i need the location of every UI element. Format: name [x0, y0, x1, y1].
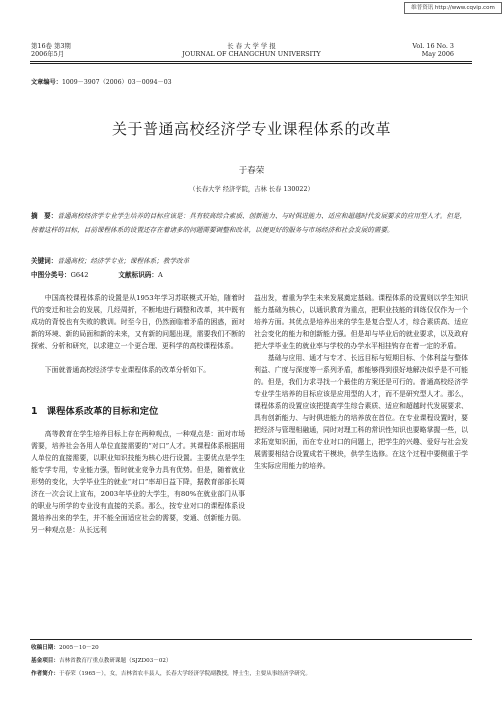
footnote-rule	[30, 639, 472, 640]
date-cn: 2006年5月	[31, 50, 65, 58]
abstract-label: 摘 要：	[31, 212, 58, 220]
body-column-right	[254, 292, 468, 472]
paragraph-intro-1: 中国高校课程体系的设置是从1953年学习苏联模式开始，随着时代的变迁和社会的发展，几经周折，不断地进行调整和改革，其中既有成功的背悦也有失败的教训。时至今日，仍然面临着矛盾的困惑，面对新的环境、新的局面和新的未来，又有新的问题出现，需要我们不断的探索、分析和研究，以求建立一个更合理、更科学的高校课程体系。	[31, 294, 245, 350]
page-title: 关于普通高校经济学专业课程体系的改革	[111, 120, 391, 138]
author-name: 于春荣	[238, 166, 265, 176]
abstract-text: 普通高校经济学专业学生培养的目标应该是：具有较高综合素质、创新能力、与时俱进能力、适应和超越时代发展要求的应用型人才。但是，按着这样的目标，目前课程体系的设置还存在着诸多的问题需要调整和改革，以便更好的服务与市场经济和社会发展的需要。	[31, 212, 467, 234]
journal-title-en: JOURNAL OF CHANGCHUN UNIVERSITY	[182, 50, 321, 58]
fund-label: 基金项目：	[31, 658, 59, 664]
paragraph-right-2: 基础与应用、通才与专才、长远目标与短期目标、个体利益与整体利益、广度与深度等一系列矛盾，都能够得到很好地解决似乎是不可能的。但是，我们力求寻找一个最佳的方案还是可行的。普通高校经济学专业学生培养的目标应该是应用型的人才，而不是研究型人才。那么，课程体系的设置应该把提高学生综合素质、适应和超越时代发展要求、具有创新能力、与时俱进能力的培养放在首位。在专业课程设置时，要把经济与管理相融通，同时对理工科的常识性知识也要略掌握一些，以求拓宽知识面，而在专业对口的问题上，把学生的兴趣、爱好与社会发展需要相结合设置成若干模块，供学生选修。在这个过程中要侧重于学生实际应用能力的培养。	[254, 354, 468, 470]
doc-code-value: A	[157, 271, 163, 279]
clc-label: 中图分类号：	[31, 271, 71, 279]
keywords-text: 普通高校；经济学专业；课程体系；教学改革	[57, 257, 190, 265]
article-number-value: 1009－3907（2006）03－0094－03	[61, 79, 172, 86]
paragraph-right-1: 益出发，着重为学生未来发展奠定基础。课程体系的设置则以学生知识能力基础为核心，以通识教育为重点，把职业技能的训练仅仅作为一个培养方面。其优点是培养出来的学生是复合型人才，综合素质高、适应社会变化的能力和创新能力强。但是却与毕业后的就业要求，以及政府把大学毕业生的就业率与学校的办学水平相挂钩存在着一定的矛盾。	[254, 294, 468, 350]
date-en: May 2006	[421, 50, 454, 58]
article-number-label: 文章编号：	[31, 79, 62, 86]
classification	[31, 269, 163, 279]
journal-title-cn: 长 春 大 学 学 报	[227, 42, 276, 50]
paragraph-intro-2: 下面就普通高校经济学专业课程体系的改革分析如下。	[44, 366, 211, 374]
watermark-stamp: 维普资讯 http://www.cqvip.com	[404, 2, 502, 14]
author-affiliation: （长春大学 经济学院，吉林 长春 130022）	[189, 186, 314, 193]
doc-code-label: 文献标识码：	[118, 271, 158, 279]
abstract	[31, 210, 471, 237]
header-rule-thin	[30, 63, 472, 64]
header-rule	[30, 61, 472, 62]
author-bio-label: 作者简介：	[31, 671, 59, 677]
footnote-received	[31, 643, 99, 651]
fund-text: 吉林省教育厅重点教研课题（SJZD03－02）	[58, 658, 172, 664]
issue-en: Vol. 16 No. 3	[412, 42, 454, 50]
paragraph-section-1: 高等教育在学生培养目标上存在两种观点，一种观点是：面对市场需要，培养社会各用人单位直接需要的“对口”人才。其课程体系根据用人单位的直接需要，以职业知识技能为核心进行设置。主要优点是学生能专学专用，专业能力强，暂时就业竞争力具有优势。但是，随着就业形势的变化，大学毕业生的就业“对口”率却日益下降，据教育部部长周济在一次会议上宣布，2003年毕业的大学生，有80%在就业部门从事的职业与所学的专业没有直接的关系。那么，按专业对口的课程体系设置培养出来的学生，并不能全面适应社会的需要，变通、创新能力弱。另一种观点是：从长远利	[31, 430, 245, 534]
received-date: 2005－10－20	[58, 645, 99, 651]
footnote-fund	[31, 656, 172, 664]
header-right	[412, 42, 454, 58]
author-bio-text: 于春荣（1965－），女，吉林省农丰县人，长春大学经济学院副教授，博士生，主要从事经济学研究。	[58, 671, 311, 677]
footnote-author	[31, 669, 311, 677]
section-heading: 1 课程体系改革的目标和定位	[31, 406, 159, 417]
body-column-left-section	[31, 428, 245, 536]
body-column-left-intro	[31, 292, 245, 376]
issue-cn: 第16卷 第3期	[31, 42, 71, 50]
keywords-label: 关键词：	[31, 257, 58, 265]
received-label: 收稿日期：	[31, 645, 59, 651]
clc-value: G642	[70, 271, 89, 279]
article-number	[31, 77, 172, 86]
keywords	[31, 255, 189, 265]
